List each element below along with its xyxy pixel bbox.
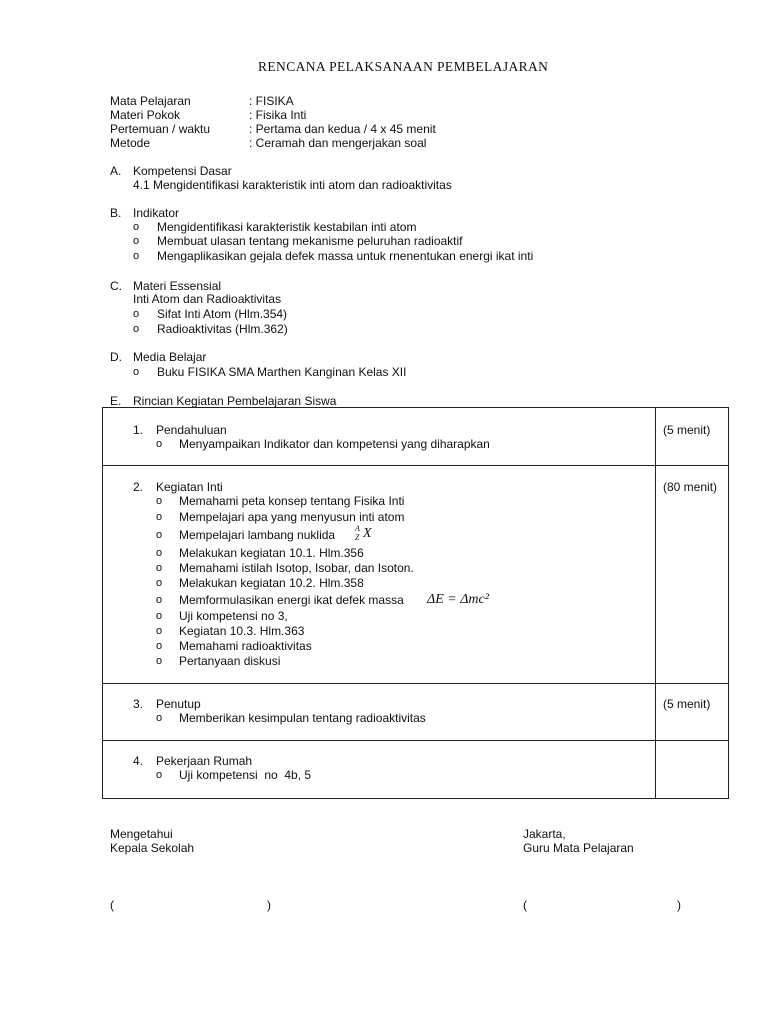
section-c-letter: C. <box>110 279 122 293</box>
activity-item: Memformulasikan energi ikat defek massa <box>179 593 404 607</box>
bullet-marker: o <box>156 547 163 559</box>
signature-left-line1: Mengetahui <box>110 827 173 841</box>
section-e-letter: E. <box>110 394 122 408</box>
indicator-item: Mengaplikasikan gejala defek massa untuk rnenentukan energi ikat inti <box>157 249 534 263</box>
section-b-heading: Indikator <box>133 206 180 220</box>
activity-number: 1. <box>133 423 144 437</box>
info-value-topic: : Fisika Inti <box>249 108 307 122</box>
material-item: Sifat Inti Atom (Hlm.354) <box>157 307 288 321</box>
bullet-marker: o <box>133 323 140 335</box>
bullet-marker: o <box>156 594 163 606</box>
activity-item: Mempelajari apa yang menyusun inti atom <box>179 510 405 524</box>
info-label-meeting: Pertemuan / waktu <box>110 122 211 136</box>
signature-left-line2: Kepala Sekolah <box>110 841 195 855</box>
signature-left-close-paren: ) <box>267 898 271 912</box>
section-a-line: 4.1 Mengidentifikasi karakteristik inti atom dan radioaktivitas <box>133 178 452 192</box>
bullet-marker: o <box>156 712 163 724</box>
table-row-divider <box>102 683 729 684</box>
info-value-subject: : FISIKA <box>249 94 294 108</box>
material-item: Radioaktivitas (Hlm.362) <box>157 322 288 336</box>
activity-time: (5 menit) <box>663 697 711 711</box>
activity-time: (5 menit) <box>663 423 711 437</box>
bullet-marker: o <box>156 577 163 589</box>
bullet-marker: o <box>133 250 140 262</box>
activity-item: Memahami istilah Isotop, Isobar, dan Isoton. <box>179 561 414 575</box>
info-label-topic: Materi Pokok <box>110 108 181 122</box>
nuclide-symbol: X <box>363 526 372 541</box>
bullet-marker: o <box>133 235 140 247</box>
section-b-letter: B. <box>110 206 122 220</box>
section-c-heading: Materi Essensial <box>133 279 222 293</box>
info-value-method: : Ceramah dan mengerjakan soal <box>249 136 427 150</box>
info-label-subject: Mata Pelajaran <box>110 94 191 108</box>
section-d-letter: D. <box>110 350 122 364</box>
activity-number: 4. <box>133 754 144 768</box>
activity-title: Penutup <box>156 697 201 711</box>
signature-right-line2: Guru Mata Pelajaran <box>523 841 634 855</box>
binding-energy-formula: ΔE = Δmc² <box>427 592 489 607</box>
activity-item: Menyampaikan Indikator dan kompetensi yang diharapkan <box>179 437 490 451</box>
activity-item: Mempelajari lambang nuklida <box>179 528 336 542</box>
bullet-marker: o <box>133 221 140 233</box>
bullet-marker: o <box>156 438 163 450</box>
signature-right-close-paren: ) <box>677 898 681 912</box>
signature-right-line1: Jakarta, <box>523 827 566 841</box>
activity-item: Uji kompetensi no 4b, 5 <box>179 768 312 782</box>
activity-time: (80 menit) <box>663 480 718 494</box>
activity-item: Melakukan kegiatan 10.1. Hlm.356 <box>179 546 364 560</box>
nuclide-atomic-number: Z <box>355 533 360 542</box>
section-c-sub: Inti Atom dan Radioaktivitas <box>133 292 282 306</box>
activity-title: Pekerjaan Rumah <box>156 754 253 768</box>
bullet-marker: o <box>156 610 163 622</box>
media-item: Buku FISIKA SMA Marthen Kanginan Kelas XII <box>157 365 407 379</box>
signature-right-open-paren: ( <box>523 898 527 912</box>
info-value-meeting: : Pertama dan kedua / 4 x 45 menit <box>249 122 436 136</box>
table-row-divider <box>102 465 729 466</box>
activity-number: 3. <box>133 697 144 711</box>
activity-item: Memberikan kesimpulan tentang radioaktivitas <box>179 711 426 725</box>
info-label-method: Metode <box>110 136 151 150</box>
bullet-marker: o <box>156 511 163 523</box>
activity-title: Pendahuluan <box>156 423 227 437</box>
activity-title: Kegiatan Inti <box>156 480 223 494</box>
activity-item: Pertanyaan diskusi <box>179 654 281 668</box>
activity-item: Kegiatan 10.3. Hlm.363 <box>179 624 305 638</box>
activity-item: Memahami peta konsep tentang Fisika Inti <box>179 494 405 508</box>
activity-item: Melakukan kegiatan 10.2. Hlm.358 <box>179 576 364 590</box>
section-e-heading: Rincian Kegiatan Pembelajaran Siswa <box>133 394 337 408</box>
document-title: RENCANA PELAKSANAAN PEMBELAJARAN <box>258 59 549 74</box>
bullet-marker: o <box>156 529 163 541</box>
indicator-item: Membuat ulasan tentang mekanisme peluruhan radioaktif <box>157 234 463 248</box>
bullet-marker: o <box>156 655 163 667</box>
activity-number: 2. <box>133 480 144 494</box>
indicator-item: Mengidentifikasi karakteristik kestabilan inti atom <box>157 220 417 234</box>
bullet-marker: o <box>156 625 163 637</box>
bullet-marker: o <box>156 769 163 781</box>
bullet-marker: o <box>133 308 140 320</box>
section-a-heading: Kompetensi Dasar <box>133 164 232 178</box>
bullet-marker: o <box>133 366 140 378</box>
section-d-heading: Media Belajar <box>133 350 207 364</box>
bullet-marker: o <box>156 640 163 652</box>
nuclide-mass-number: A <box>355 524 360 533</box>
section-a-letter: A. <box>110 164 122 178</box>
activity-item: Uji kompetensi no 3, <box>179 609 288 623</box>
bullet-marker: o <box>156 495 163 507</box>
activity-item: Memahami radioaktivitas <box>179 639 312 653</box>
signature-left-open-paren: ( <box>110 898 114 912</box>
bullet-marker: o <box>156 562 163 574</box>
table-row-divider <box>102 740 729 741</box>
